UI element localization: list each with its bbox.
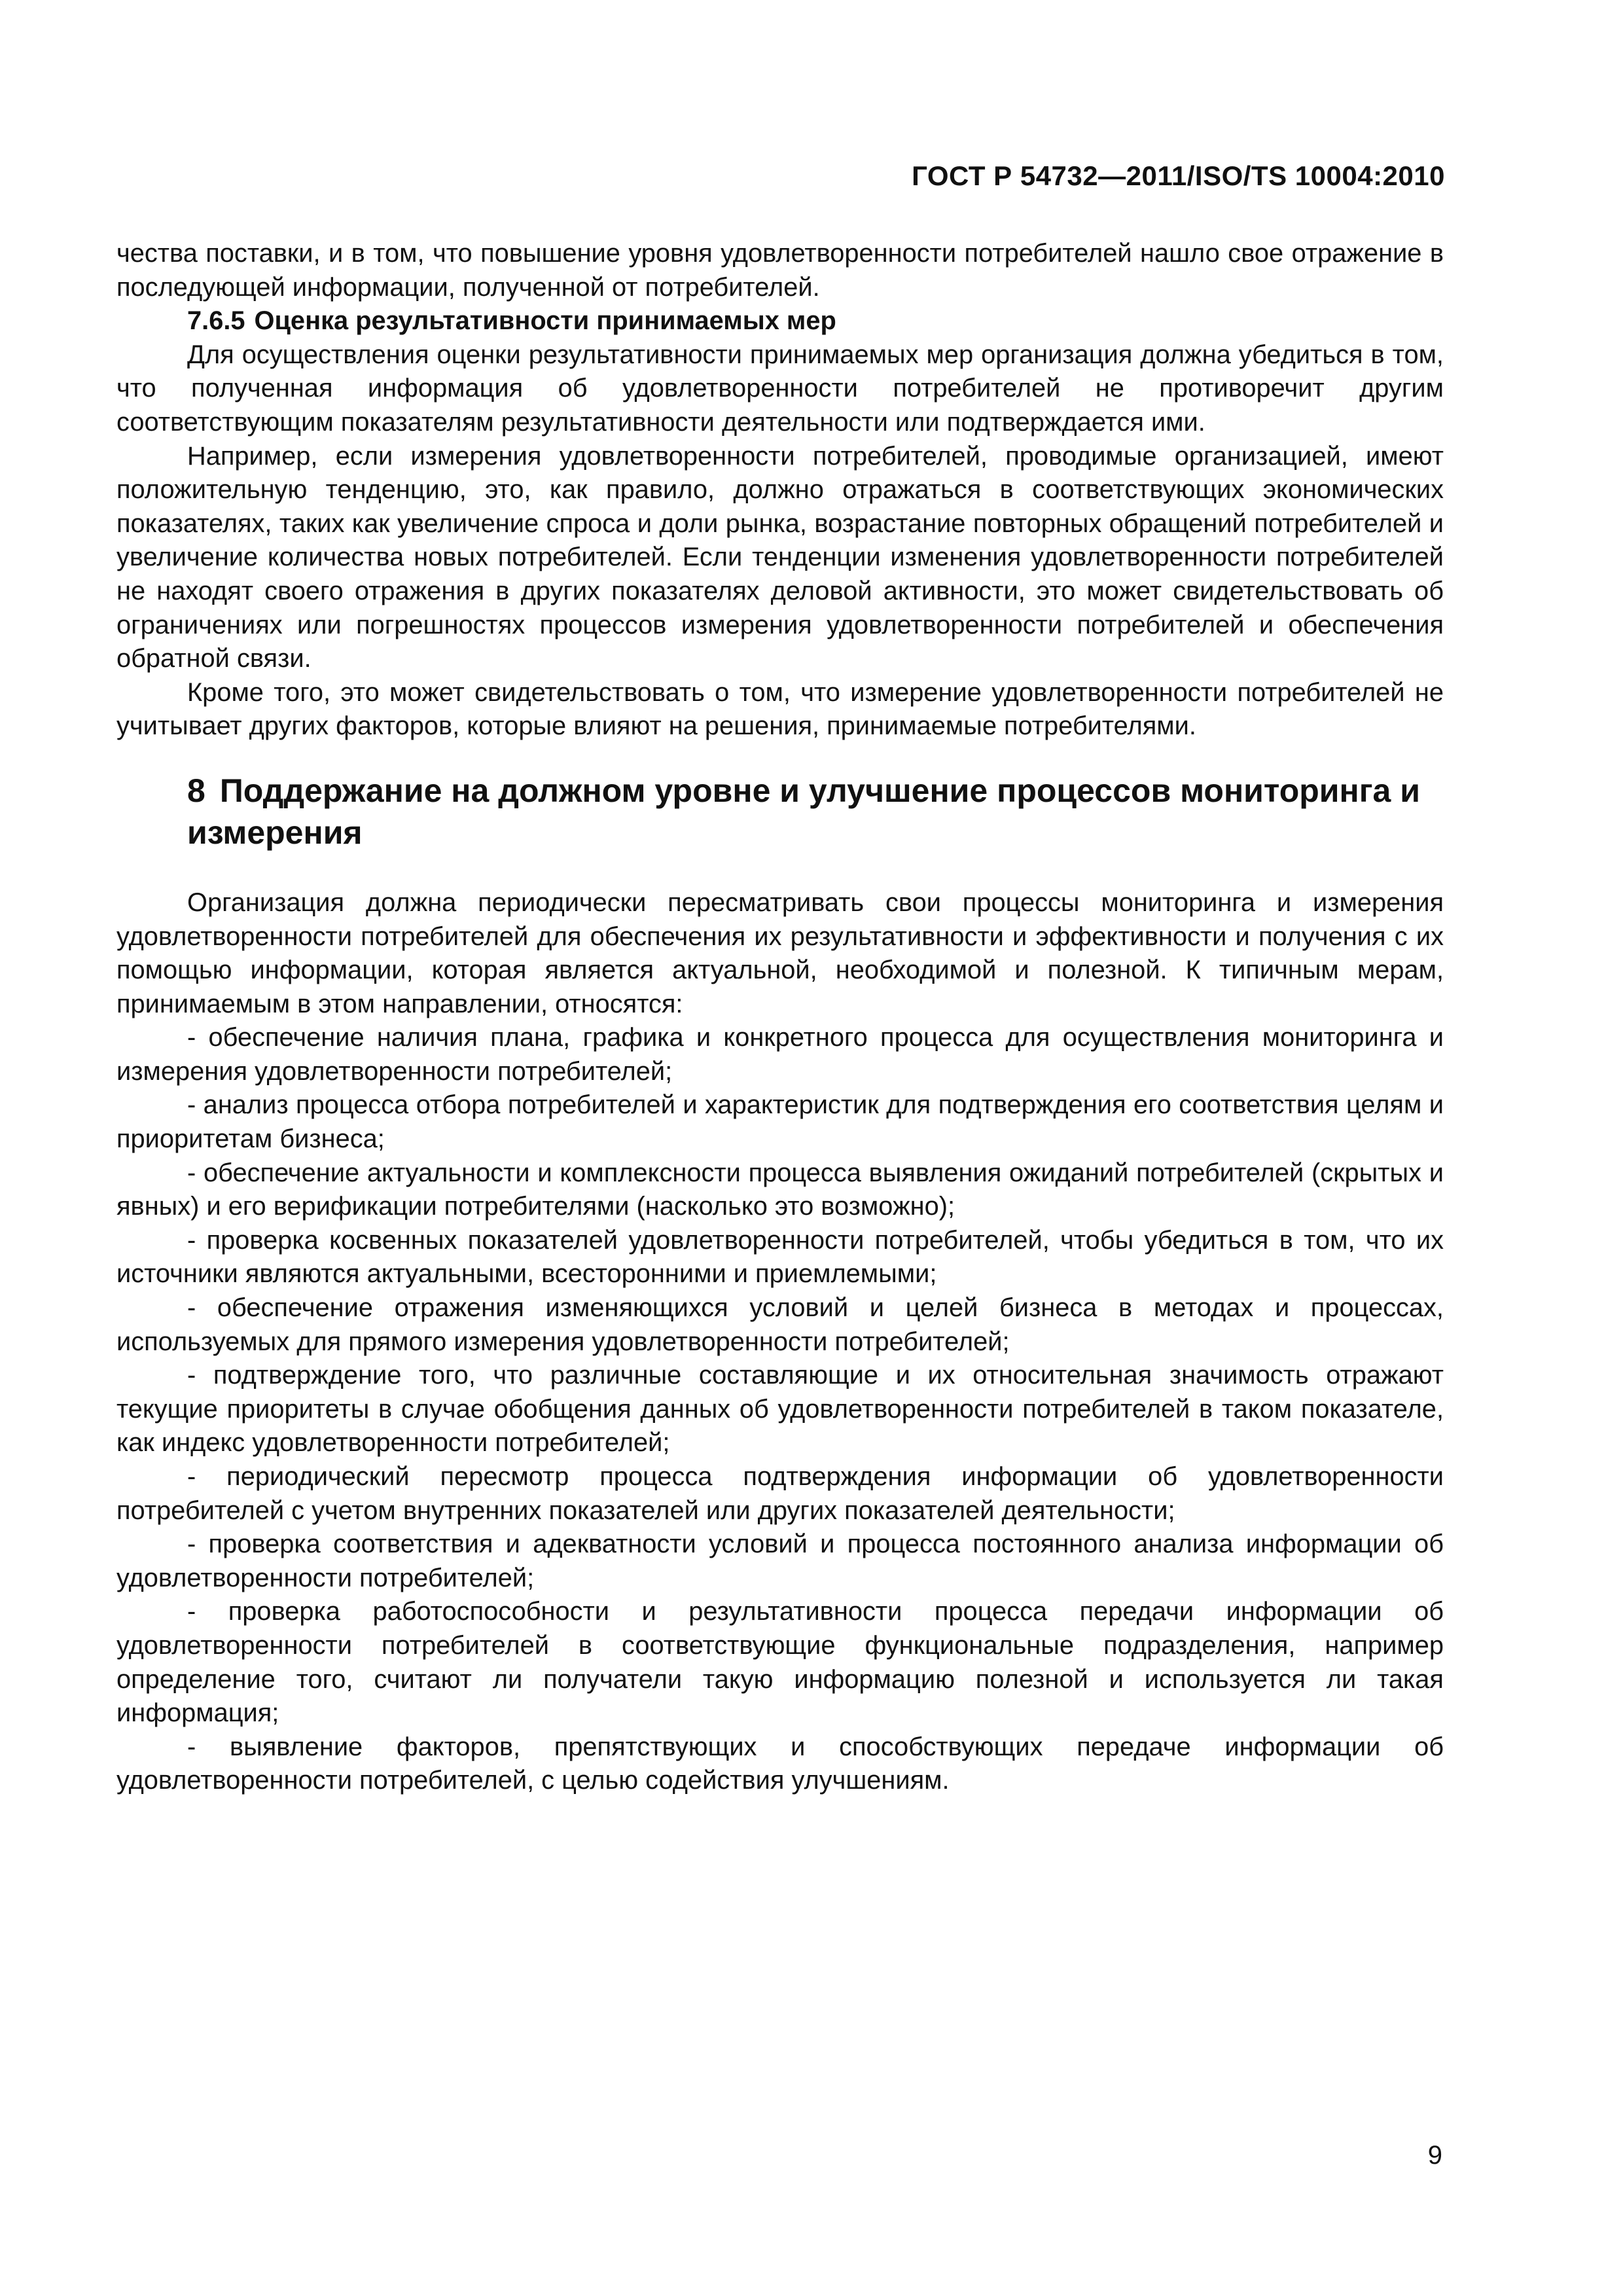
list-item: - проверка работоспособности и результативности процесса передачи информации об удовлетворенности потребителей в соответствующие функциональные подразделения, например определение того, считают ли получатели такую информацию полезной и используется ли такая информация; [116,1597,1444,1728]
list-item: - периодический пересмотр процесса подтверждения информации об удовлетворенности потребителей с учетом внутренних показателей или других показателей деятельности; [116,1462,1444,1525]
section-heading [187,770,1444,853]
list-item: - подтверждение того, что различные составляющие и их относительная значимость отражают текущие приоритеты в случае обобщения данных об удовлетворенности потребителей в таком показателе, как индекс удовлетворенности потребителей; [116,1361,1444,1458]
list-item: - обеспечение отражения изменяющихся условий и целей бизнеса в методах и процессах, используемых для прямого измерения удовлетворенности потребителей; [116,1293,1444,1356]
continuation-paragraph: чества поставки, и в том, что повышение уровня удовлетворенности потребителей нашло свое отражение в последующей информации, полученной от потребителей. [116,239,1444,302]
list-item: - обеспечение наличия плана, графика и конкретного процесса для осуществления мониторинга и измерения удовлетворенности потребителей; [116,1023,1444,1086]
subsection-title: Оценка результативности принимаемых мер [254,306,836,336]
section-title: Поддержание на должном уровне и улучшение процессов мониторинга и измерения [187,772,1420,851]
subsection-paragraph: Например, если измерения удовлетворенности потребителей, проводимые организацией, имеют положительную тенденцию, это, как правило, должно отражаться в соответствующих экономических показателях, таких как увеличение спроса и доли рынка, возрастание повторных обращений потребителей и увеличение количества новых потребителей. Если тенденции изменения удовлетворенности потребителей не находят своего отражения в других показателях деловой активности, это может свидетельствовать об ограничениях или погрешностях процессов измерения удовлетворенности потребителей и обеспечения обратной связи. [116,441,1444,673]
page-header-standard-code: ГОСТ Р 54732—2011/ISO/TS 10004:2010 [912,160,1445,191]
list-item: - обеспечение актуальности и комплексности процесса выявления ожиданий потребителей (скрытых и явных) и его верификации потребителями (насколько это возможно); [116,1158,1444,1221]
list-item: - проверка соответствия и адекватности условий и процесса постоянного анализа информации об удовлетворенности потребителей; [116,1530,1444,1592]
page-number: 9 [1427,2141,1442,2170]
list-item: - анализ процесса отбора потребителей и характеристик для подтверждения его соответствия целям и приоритетам бизнеса; [116,1090,1444,1154]
subsection-paragraph: Кроме того, это может свидетельствовать о том, что измерение удовлетворенности потребителей не учитывает других факторов, которые влияют на решения, принимаемые потребителями. [116,677,1444,741]
section-number: 8 [187,772,205,809]
list-item: - выявление факторов, препятствующих и способствующих передаче информации об удовлетворенности потребителей, с целью содействия улучшениям. [116,1732,1444,1795]
subsection-number: 7.6.5 [187,306,245,336]
section-intro-paragraph: Организация должна периодически пересматривать свои процессы мониторинга и измерения удовлетворенности потребителей для обеспечения их результативности и эффективности и получения с их помощью информации, которая является актуальной, необходимой и полезной. К типичным мерам, принимаемым в этом направлении, относятся: [116,888,1444,1018]
page-content [116,237,1444,1798]
list-item: - проверка косвенных показателей удовлетворенности потребителей, чтобы убедиться в том, что их источники являются актуальными, всесторонними и приемлемыми; [116,1225,1444,1289]
subsection-heading [116,304,1444,338]
subsection-paragraph: Для осуществления оценки результативности принимаемых мер организация должна убедиться в том, что полученная информация об удовлетворенности потребителей не противоречит другим соответствующим показателям результативности деятельности или подтверждается ими. [116,340,1444,437]
